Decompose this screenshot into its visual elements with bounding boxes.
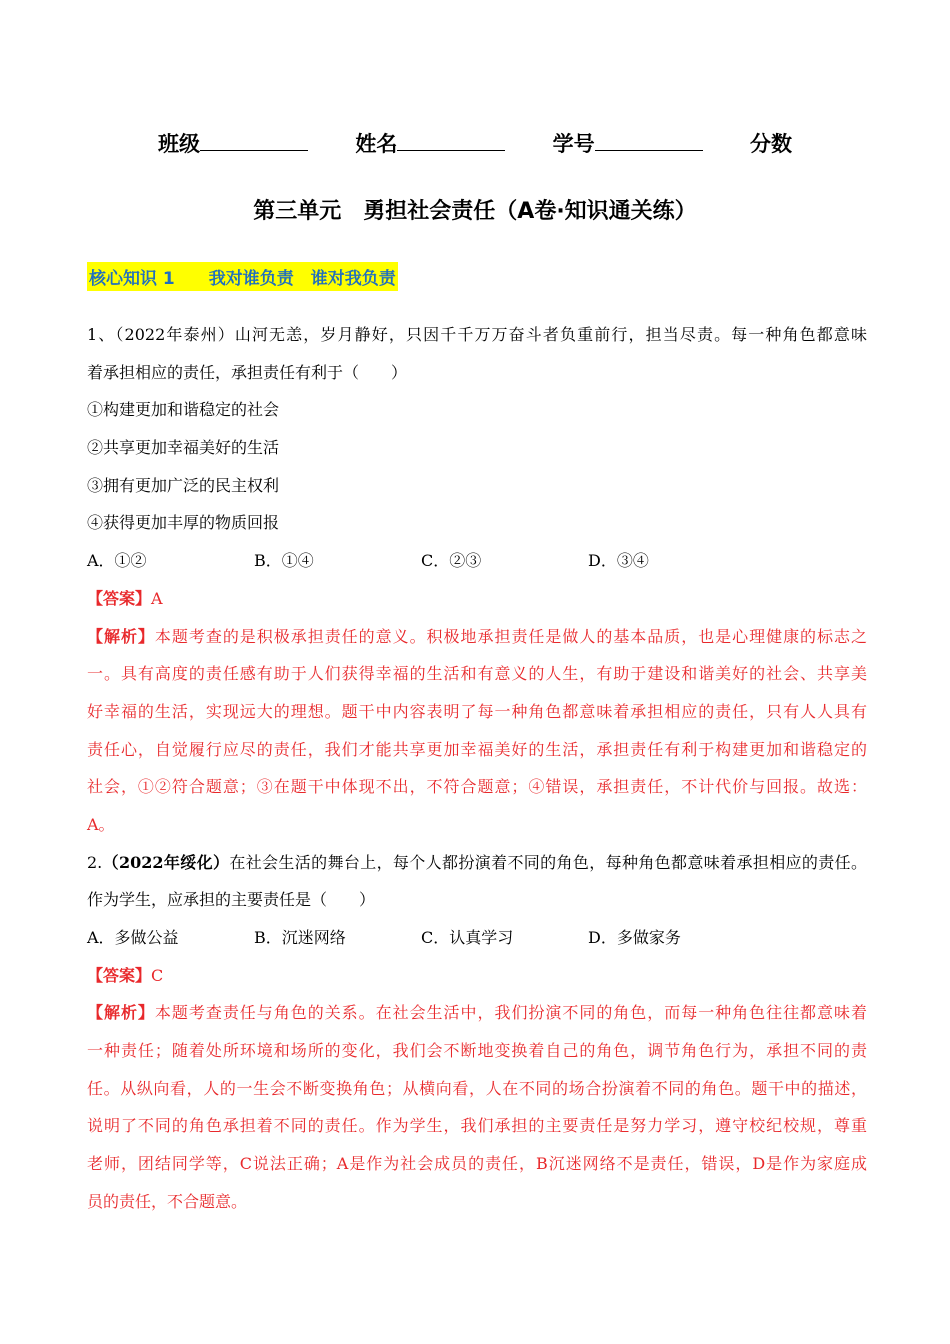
q2-analysis-line-2: 一种责任；随着处所环境和场所的变化，我们会不断地变换着自己的角色，调节角色行为，承担不同的责	[87, 1041, 867, 1061]
student-info-header	[0, 128, 950, 158]
q1-analysis-line-5: 社会，①②符合题意；③在题干中体现不出，不符合题意；④错误，承担责任，不计代价与回报。故选：	[87, 777, 867, 797]
q1-answer	[87, 580, 867, 618]
q1-analysis-line-6: A。	[87, 814, 115, 834]
q1-item-4: ④获得更加丰厚的物质回报	[87, 513, 280, 533]
q2-option-b[interactable]: B．沉迷网络	[254, 928, 346, 947]
q1-analysis-line-1	[87, 618, 867, 656]
q1-analysis-label: 【解析】	[87, 626, 155, 646]
q2-options	[87, 919, 867, 957]
q1-analysis-line-4: 责任心，自觉履行应尽的责任，我们才能共享更加幸福美好的生活，承担责任有利于构建更加和谐稳定的	[87, 739, 867, 759]
q2-analysis-label: 【解析】	[87, 1003, 155, 1023]
q1-option-a[interactable]: A．①②	[87, 551, 147, 571]
name-field	[355, 128, 505, 158]
q1-item-2: ②共享更加幸福美好的生活	[87, 438, 280, 458]
q2-option-c[interactable]: C．认真学习	[421, 928, 514, 947]
score-field	[750, 128, 792, 158]
student-id-label: 学号	[552, 132, 595, 156]
q2-source: （2022年绥化）	[102, 852, 230, 872]
q2-answer	[87, 957, 867, 995]
q2-option-a[interactable]: A．多做公益	[87, 928, 179, 947]
score-label: 分数	[749, 132, 792, 156]
page-title: 第三单元 勇担社会责任（A卷·知识通关练）	[253, 199, 697, 224]
q1-option-d[interactable]: D．③④	[588, 551, 649, 571]
q2-analysis-line-5: 老师，团结同学等，C说法正确；A是作为社会成员的责任，B沉迷网络不是责任，错误，D是作为家庭成	[87, 1154, 867, 1174]
q1-stem-line-2: 着承担相应的责任，承担责任有利于（ ）	[87, 362, 408, 382]
q2-analysis-line-3: 任。从纵向看，人的一生会不断变换角色；从横向看，人在不同的场合扮演着不同的角色。题干中的描述，	[87, 1078, 867, 1098]
q1-analysis-text-1: 本题考查的是积极承担责任的意义。积极地承担责任是做人的基本品质，也是心理健康的标志之	[154, 626, 867, 646]
q2-answer-label: 【答案】	[87, 965, 152, 985]
q2-analysis-line-4: 说明了不同的角色承担着不同的责任。作为学生，我们承担的主要责任是努力学习，遵守校纪校规，尊重	[87, 1116, 867, 1136]
q2-analysis-line-1	[87, 994, 867, 1032]
q1-item-1: ①构建更加和谐稳定的社会	[87, 400, 280, 420]
q1-options	[87, 542, 867, 580]
name-label: 姓名	[355, 132, 398, 156]
q2-stem-line-1	[87, 844, 867, 882]
q2-option-d[interactable]: D．多做家务	[588, 928, 681, 947]
q2-stem-line-2: 作为学生，应承担的主要责任是（ ）	[87, 890, 376, 910]
q1-option-c[interactable]: C．②③	[421, 551, 482, 571]
q2-answer-value: C	[151, 965, 164, 985]
q2-analysis-text-1: 本题考查责任与角色的关系。在社会生活中，我们扮演不同的角色，而每一种角色往往都意味着	[154, 1003, 867, 1023]
questions-content	[87, 316, 867, 1221]
q1-analysis-line-3: 好幸福的生活，实现远大的理想。题干中内容表明了每一种角色都意味着承担相应的责任，只有人人具有	[87, 701, 867, 721]
student-id-field	[553, 128, 703, 158]
q2-number: 2.	[87, 852, 103, 872]
q1-option-b[interactable]: B．①④	[254, 551, 314, 571]
q2-analysis-line-6: 员的责任，不合题意。	[87, 1191, 248, 1211]
class-field	[158, 128, 308, 158]
class-blank[interactable]	[200, 132, 308, 151]
q2-stem-text: 在社会生活的舞台上，每个人都扮演着不同的角色，每种角色都意味着承担相应的责任。	[229, 852, 867, 872]
section-label-core-knowledge-1: 核心知识 1 我对谁负责 谁对我负责	[87, 262, 398, 291]
q1-answer-value: A	[151, 588, 163, 608]
q1-answer-label: 【答案】	[87, 588, 152, 608]
class-label: 班级	[158, 132, 201, 156]
q1-item-3: ③拥有更加广泛的民主权利	[87, 475, 280, 495]
name-blank[interactable]	[397, 132, 505, 151]
q1-stem-line-1: 1、（2022年泰州）山河无恙，岁月静好，只因千千万万奋斗者负重前行，担当尽责。每一种角色都意味	[87, 325, 867, 344]
q1-analysis-line-2: 一。具有高度的责任感有助于人们获得幸福的生活和有意义的人生，有助于建设和谐美好的社会、共享美	[87, 664, 867, 684]
student-id-blank[interactable]	[595, 132, 703, 151]
